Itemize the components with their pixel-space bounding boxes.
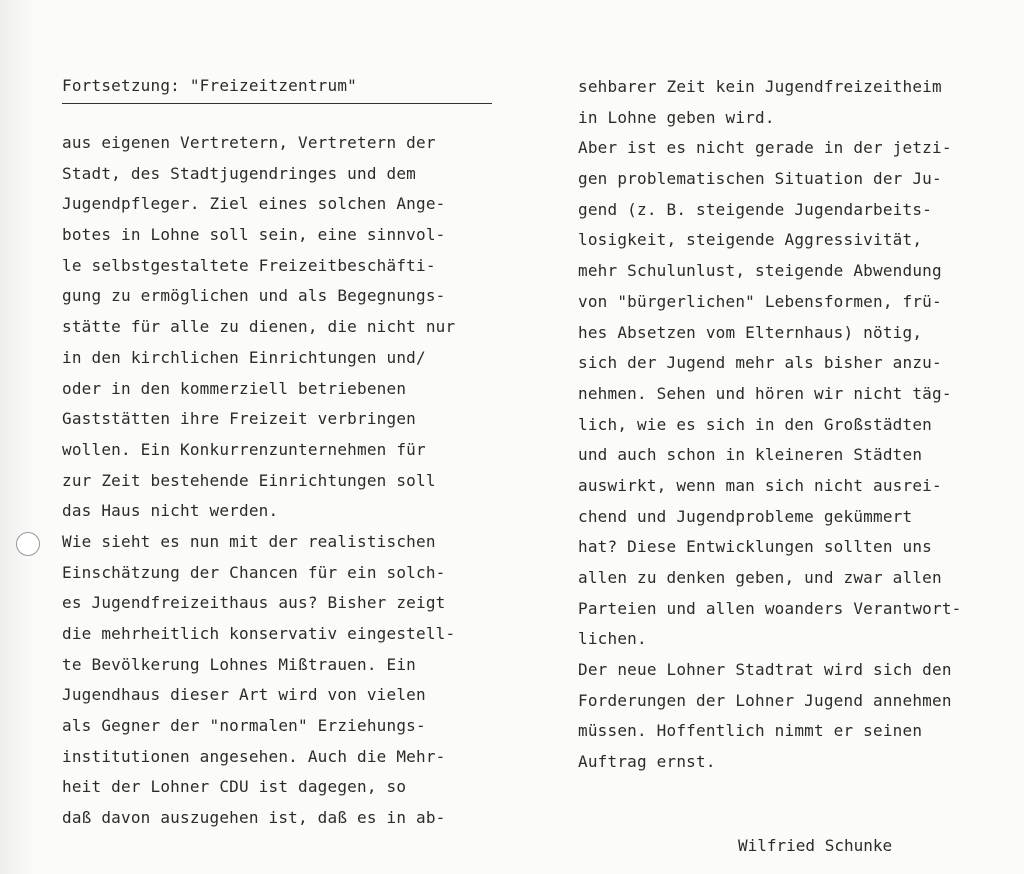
text-line: mehr Schulunlust, steigende Abwendung: [578, 261, 942, 281]
text-line: das Haus nicht werden.: [62, 501, 279, 521]
text-line: sehbarer Zeit kein Jugendfreizeitheim: [578, 77, 942, 96]
punch-hole: [16, 532, 40, 556]
text-line: le selbstgestaltete Freizeitbeschäfti-: [62, 255, 436, 275]
text-line: auswirkt, wenn man sich nicht ausrei-: [578, 475, 942, 495]
text-line: losigkeit, steigende Aggressivität,: [578, 230, 923, 250]
text-line: die mehrheitlich konservativ eingestell-: [62, 624, 456, 643]
text-line: Stadt, des Stadtjugendringes und dem: [62, 163, 416, 183]
text-line: nehmen. Sehen und hören wir nicht täg-: [578, 383, 952, 403]
text-line: te Bevölkerung Lohnes Mißtrauen. Ein: [62, 654, 416, 674]
text-line: lich, wie es sich in den Großstädten: [578, 414, 932, 434]
text-line: hat? Diese Entwicklungen sollten uns: [578, 537, 932, 557]
text-line: Aber ist es nicht gerade in der jetzi-: [578, 138, 952, 158]
text-line: Jugendpfleger. Ziel eines solchen Ange-: [62, 194, 446, 214]
text-line: chend und Jugendprobleme gekümmert: [578, 506, 913, 526]
text-line: es Jugendfreizeithaus aus? Bisher zeigt: [62, 593, 446, 613]
text-line: oder in den kommerziell betriebenen: [62, 378, 407, 398]
text-line: Forderungen der Lohner Jugend annehmen: [578, 690, 952, 710]
text-line: daß davon auszugehen ist, daß es in ab-: [62, 808, 446, 828]
text-line: heit der Lohner CDU ist dagegen, so: [62, 777, 407, 797]
text-line: in den kirchlichen Einrichtungen und/: [62, 347, 426, 367]
text-line: sich der Jugend mehr als bisher anzu-: [578, 353, 942, 373]
text-line: zur Zeit bestehende Einrichtungen soll: [62, 470, 436, 490]
article-heading: Fortsetzung: "Freizeitzentrum": [62, 76, 357, 95]
text-line: von "bürgerlichen" Lebensformen, frü-: [578, 291, 942, 311]
text-line: gen problematischen Situation der Ju-: [578, 169, 942, 189]
text-line: allen zu denken geben, und zwar allen: [578, 568, 942, 587]
text-line: Der neue Lohner Stadtrat wird sich den: [578, 660, 952, 680]
text-line: als Gegner der "normalen" Erziehungs-: [62, 716, 426, 736]
text-line: gung zu ermöglichen und als Begegnungs-: [62, 286, 446, 306]
text-line: stätte für alle zu dienen, die nicht nur: [62, 317, 456, 337]
text-line: Wie sieht es nun mit der realistischen: [62, 531, 436, 551]
text-line: lichen.: [578, 629, 647, 649]
text-line: Jugendhaus dieser Art wird von vielen: [62, 685, 426, 705]
text-line: aus eigenen Vertretern, Vertretern der: [62, 133, 436, 152]
text-line: gend (z. B. steigende Jugendarbeits-: [578, 199, 932, 219]
text-line: Einschätzung der Chancen für ein solch-: [62, 562, 446, 582]
text-line: wollen. Ein Konkurrenzunternehmen für: [62, 439, 426, 459]
left-column-text: [62, 128, 455, 834]
text-line: Gaststätten ihre Freizeit verbringen: [62, 409, 416, 429]
text-line: Auftrag ernst.: [578, 752, 716, 772]
text-line: und auch schon in kleineren Städten: [578, 445, 923, 465]
text-line: müssen. Hoffentlich nimmt er seinen: [578, 721, 923, 741]
left-column: [62, 72, 512, 828]
text-line: Parteien und allen woanders Verantwort-: [578, 598, 962, 618]
text-line: in Lohne geben wird.: [578, 107, 775, 127]
heading-underline: [62, 103, 492, 104]
right-column-text: [578, 72, 961, 778]
scan-edge-shadow: [0, 0, 36, 874]
text-line: hes Absetzen vom Elternhaus) nötig,: [578, 322, 923, 342]
text-line: institutionen angesehen. Auch die Mehr-: [62, 746, 446, 766]
text-line: botes in Lohne soll sein, eine sinnvol-: [62, 225, 446, 245]
author-signature: Wilfried Schunke: [738, 836, 893, 855]
